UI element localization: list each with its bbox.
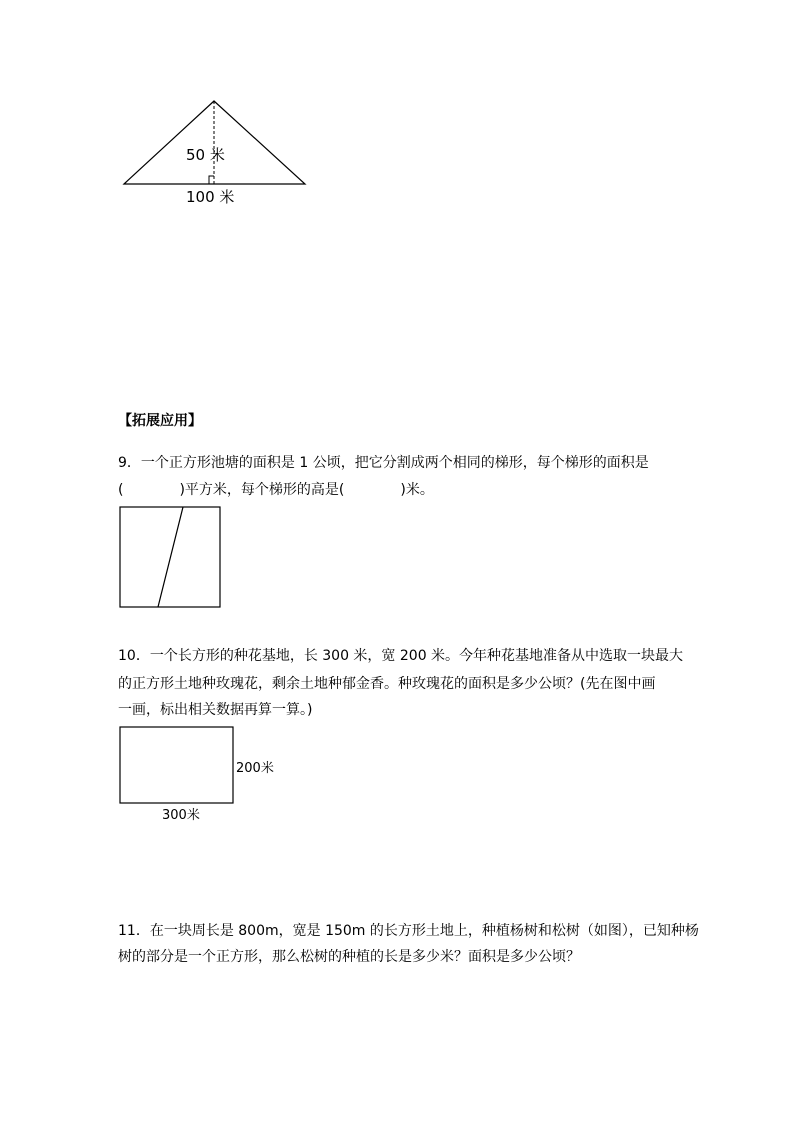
q10-line-1: 10．一个长方形的种花基地，长 300 米，宽 200 米。今年种花基地准备从中选取一块最大 (118, 648, 684, 664)
triangle-base-label: 100 米 (186, 188, 235, 206)
q9-line-1: 9．一个正方形池塘的面积是 1 公顷，把它分割成两个相同的梯形，每个梯形的面积是 (118, 455, 649, 471)
q11-line-2: 树的部分是一个正方形，那么松树的种植的长是多少米？面积是多少公顷？ (118, 949, 580, 965)
q10-line-2: 的正方形土地种玫瑰花，剩余土地种郁金香。种玫瑰花的面积是多少公顷？(先在图中画 (118, 676, 656, 692)
q9-blank-open-1: ( (118, 482, 124, 498)
rectangle-length-label: 300米 (162, 808, 200, 823)
q9-text-mid: )平方米，每个梯形的高是( (179, 482, 345, 498)
q11-line-1: 11．在一块周长是 800m，宽是 150m 的长方形土地上，种植杨树和松树（如图），已知种杨 (118, 923, 699, 939)
rectangle-outline (120, 727, 233, 803)
q9-text-end: )米。 (400, 482, 434, 498)
triangle-height-label: 50 米 (186, 146, 225, 164)
rectangle-width-label: 200米 (236, 761, 274, 776)
q10-line-3: 一画，标出相关数据再算一算。) (118, 702, 313, 718)
section-heading: 【拓展应用】 (118, 413, 202, 429)
